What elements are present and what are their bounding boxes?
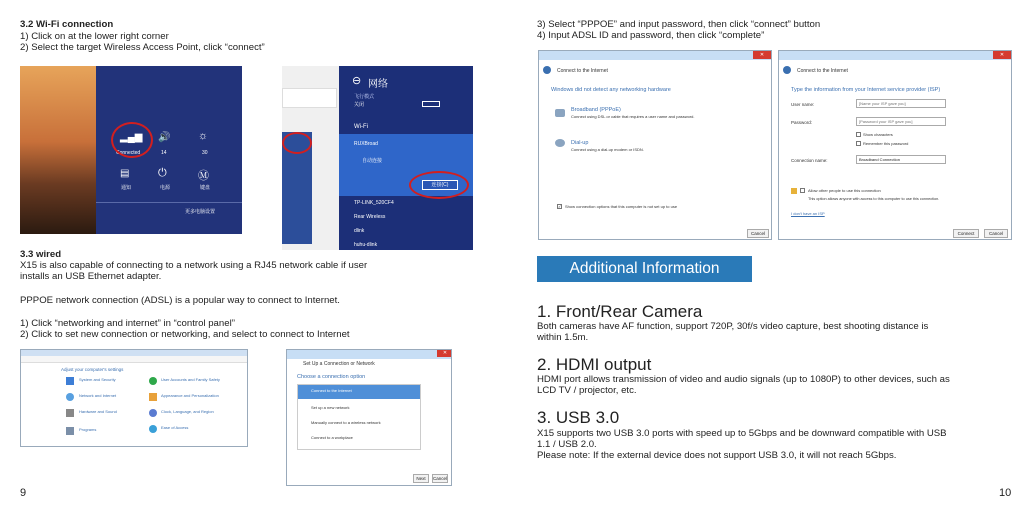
no-hardware-text: Windows did not detect any networking hardware [551, 87, 671, 93]
connect-button[interactable]: 连接(C) [422, 180, 458, 190]
connect-button[interactable]: Connect [953, 229, 979, 238]
titlebar [779, 51, 1012, 60]
isp-heading: Type the information from your Internet service provider (ISP) [791, 87, 941, 93]
isp-dialog-screenshot [778, 50, 1012, 240]
charm-label-network: Connected [116, 150, 141, 156]
network-huhu[interactable]: huhu-dlink [354, 242, 378, 248]
additional-info-banner: Additional Information [537, 256, 752, 282]
close-icon[interactable]: ✕ [753, 51, 771, 59]
network-tplink[interactable]: TP-LINK_520CF4 [354, 200, 394, 206]
cp-hardware[interactable]: Hardware and Sound [79, 409, 117, 414]
usb-body-2: 1.1 / USB 2.0. [537, 439, 597, 450]
password-label: Password: [791, 120, 813, 125]
allow-label: Allow other people to use this connection [808, 188, 881, 193]
remember-checkbox[interactable] [856, 141, 861, 146]
option-wireless[interactable]: Manually connect to a wireless network [311, 420, 381, 425]
cp-network[interactable]: Network and Internet [79, 393, 117, 398]
network-icon [66, 393, 74, 401]
network-title: 网络 [368, 79, 388, 90]
option-new-network[interactable]: Set up a new network [311, 405, 350, 410]
cancel-button[interactable]: Cancel [747, 229, 769, 238]
pppoe-step-3: 3) Select “PPPOE” and input password, then click “connect” button [537, 19, 821, 30]
charm-label-power: 电源 [160, 185, 171, 191]
airplane-toggle[interactable] [422, 101, 440, 107]
pppoe-intro: PPPOE network connection (ADSL) is a popular way to connect to Internet. [20, 295, 340, 306]
charm-label-volume: 14 [161, 150, 167, 156]
usb-body-3: Please note: If the external device does not support USB 3.0, it will not reach 5Gbps. [537, 450, 897, 461]
charm-label-brightness: 30 [202, 150, 208, 156]
option-internet[interactable]: Connect to the Internet [311, 388, 352, 393]
pppoe-dialog-screenshot [538, 50, 772, 240]
users-icon [149, 377, 157, 385]
pppoe-step-4: 4) Input ADSL ID and password, then click “complete” [537, 30, 765, 41]
control-panel-screenshot [20, 349, 248, 447]
cp-users[interactable]: User Accounts and Family Safety [161, 377, 220, 382]
connname-field[interactable]: Broadband Connection [856, 155, 946, 164]
show-options-checkbox[interactable]: ✓ [558, 204, 562, 209]
connect-highlight [409, 171, 469, 199]
network-ruxbroad: RUXBroad [354, 141, 378, 147]
cp-ease[interactable]: Ease of Access [161, 425, 189, 430]
airplane-state: 关闭 [354, 102, 365, 108]
password-field[interactable] [856, 117, 946, 126]
page-number-left: 9 [20, 487, 27, 499]
cancel-button[interactable]: Cancel [984, 229, 1008, 238]
usb-body-1: X15 supports two USB 3.0 ports with speed up to 5Gbps and be downward compatible with USB [537, 428, 947, 439]
auto-connect-checkbox[interactable]: 自动连接 [362, 158, 383, 164]
cp-heading: Adjust your computer's settings [61, 367, 124, 372]
hardware-icon [66, 409, 74, 417]
username-field[interactable] [856, 99, 946, 108]
wired-heading: 3.3 wired [20, 249, 62, 260]
allow-desc: This option allows anyone with access to this computer to use this connection. [808, 197, 940, 201]
titlebar [287, 350, 452, 359]
wired-step-2: 2) Click to set new connection or networking, and select to connect to Internet [20, 329, 350, 340]
wired-step-1: 1) Click “networking and internet” in “control panel” [20, 318, 235, 329]
wifi-signal-icon[interactable]: ▂▄▆ [120, 132, 143, 143]
show-options-label: Show connection options that this computer is not set up to use [565, 204, 678, 209]
programs-icon [66, 427, 74, 435]
address-bar [21, 356, 248, 363]
cancel-button[interactable]: Cancel [433, 476, 448, 481]
settings-divider [96, 202, 242, 203]
broadband-icon [555, 109, 565, 117]
pppoe-title: Connect to the Internet [557, 68, 608, 74]
wifi-list-highlight [282, 132, 312, 154]
next-button[interactable]: Next [413, 474, 429, 483]
allow-checkbox[interactable] [800, 188, 805, 193]
cp-appearance[interactable]: Appearance and Personalization [161, 393, 219, 398]
wired-intro-1: X15 is also capable of connecting to a network using a RJ45 network cable if user [20, 260, 368, 271]
dialup-option[interactable]: Dial-up [571, 140, 589, 146]
airplane-label: 飞行模式 [354, 94, 375, 100]
wired-intro-2: installs an USB Ethernet adapter. [20, 271, 162, 282]
usb-title: 3. USB 3.0 [537, 408, 620, 427]
ease-icon [149, 425, 157, 433]
power-icon[interactable]: ⏻ [158, 167, 167, 179]
camera-title: 1. Front/Rear Camera [537, 302, 703, 321]
notifications-icon[interactable]: ▤ [120, 168, 130, 179]
hdmi-title: 2. HDMI output [537, 355, 652, 374]
ribbon-tab [282, 88, 337, 108]
shield-icon [791, 188, 797, 194]
setup-title: Set Up a Connection or Network [303, 361, 375, 367]
dialup-icon [555, 139, 565, 147]
remember-label: Remember this password [863, 141, 909, 146]
sunset-wallpaper [20, 66, 96, 234]
isp-title: Connect to the Internet [797, 68, 848, 74]
appearance-icon [149, 393, 157, 401]
no-isp-link[interactable]: I don't have an ISP [791, 211, 825, 216]
wifi-label: Wi-Fi [354, 124, 368, 130]
charm-label-notify: 通知 [121, 185, 132, 191]
charm-label-keyboard: 键盘 [200, 185, 211, 191]
page-number-right: 10 [999, 487, 1012, 499]
wifi-step-2: 2) Select the target Wireless Access Point, click “connect” [20, 42, 265, 53]
titlebar [539, 51, 772, 60]
highlight-circle [111, 122, 153, 158]
keyboard-icon[interactable]: Ⓜ [198, 170, 209, 182]
hdmi-body-1: HDMI port allows transmission of video and audio signals (up to 1080P) to other devices, such as [537, 374, 950, 385]
close-icon[interactable]: ✕ [437, 350, 452, 357]
hdmi-body-2: LCD TV / projector, etc. [537, 385, 637, 396]
dialup-desc: Connect using a dial-up modem or ISDN. [571, 147, 644, 152]
back-icon[interactable] [783, 66, 791, 74]
clock-icon [149, 409, 157, 417]
camera-body-1: Both cameras have AF function, support 720P, 30f/s video capture, best shooting distance is [537, 321, 929, 332]
username-label: User name: [791, 102, 815, 107]
volume-icon[interactable]: 🔊 [158, 132, 171, 143]
show-chars-label: Show characters [863, 132, 893, 137]
cp-clock[interactable]: Clock, Language, and Region [161, 409, 214, 414]
option-workplace[interactable]: Connect to a workplace [311, 435, 353, 440]
network-dlink[interactable]: dlink [354, 228, 365, 234]
close-icon[interactable]: ✕ [993, 51, 1011, 59]
network-rear[interactable]: Rear Wireless [354, 214, 386, 220]
setup-heading: Choose a connection option [297, 374, 366, 380]
back-icon[interactable] [543, 66, 551, 74]
cp-programs[interactable]: Programs [79, 427, 97, 432]
connname-label: Connection name: [791, 158, 828, 163]
camera-body-2: within 1.5m. [537, 332, 589, 343]
cp-system[interactable]: System and Security [79, 377, 116, 382]
charms-screenshot [20, 66, 242, 234]
broadband-option[interactable]: Broadband (PPPoE) [571, 107, 621, 113]
wifi-step-1: 1) Click on at the lower right corner [20, 31, 169, 42]
network-panel-screenshot [282, 66, 473, 250]
show-chars-checkbox[interactable] [856, 132, 861, 137]
broadband-desc: Connect using DSL or cable that requires a user name and password. [571, 114, 695, 119]
brightness-icon[interactable]: ☼ [198, 130, 209, 142]
wifi-heading: 3.2 Wi-Fi connection [20, 19, 114, 30]
setup-connection-screenshot [286, 349, 452, 486]
more-pc-settings-link[interactable]: 更多电脑设置 [185, 209, 216, 215]
back-arrow-icon[interactable]: ⊖ [352, 75, 362, 87]
system-icon [66, 377, 74, 385]
